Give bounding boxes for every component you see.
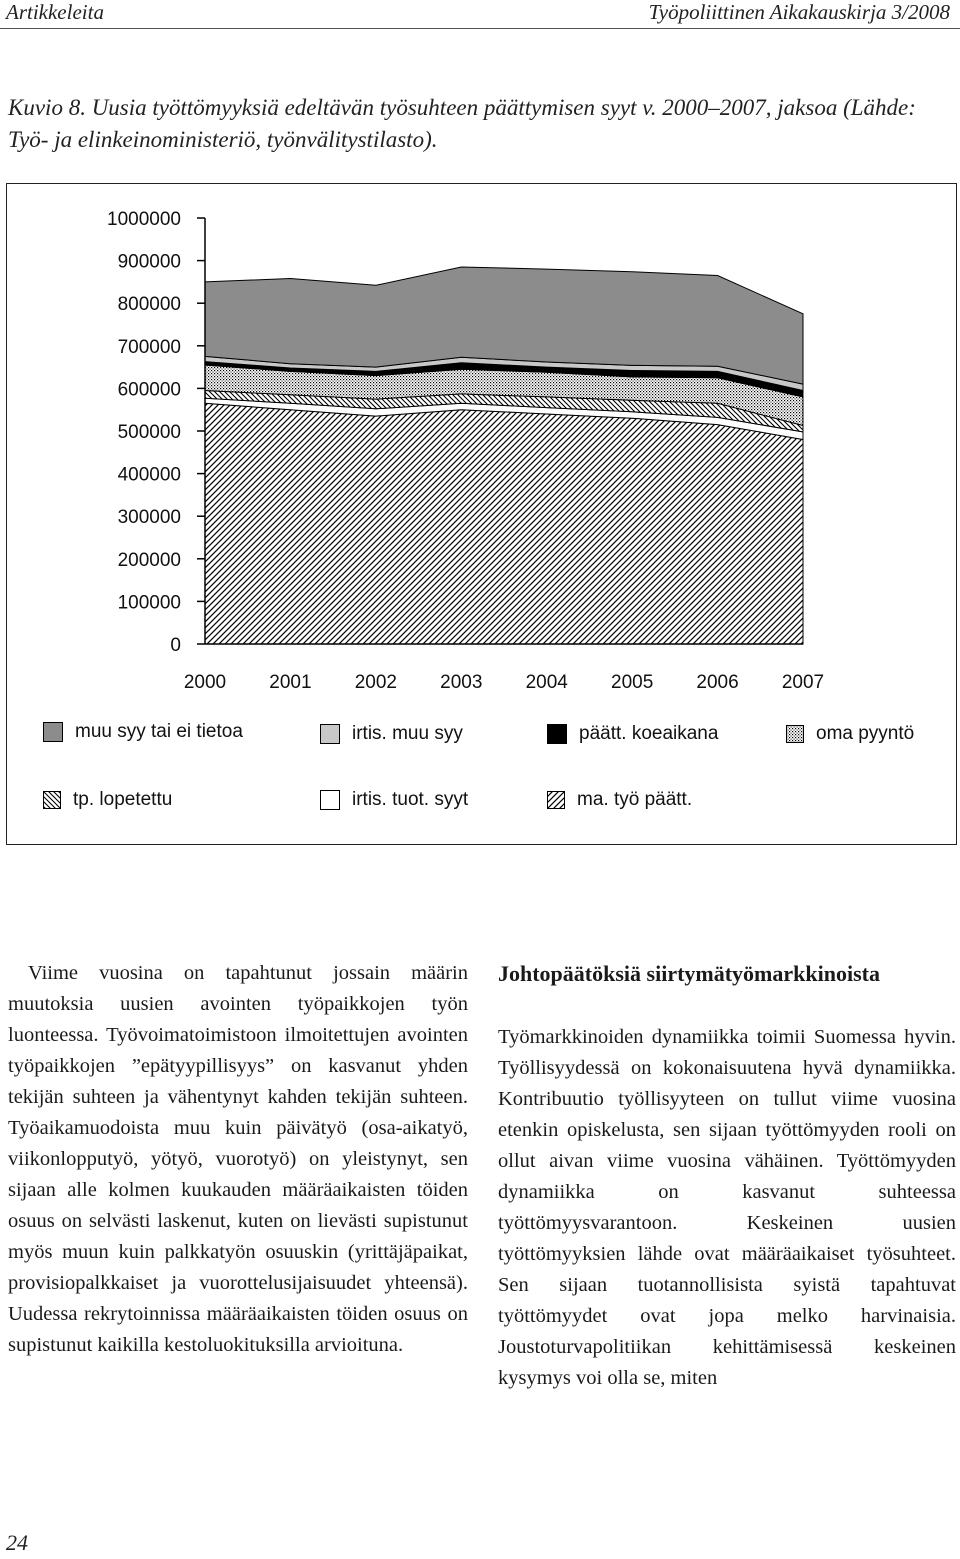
figure-caption: Kuvio 8. Uusia työttömyyksiä edeltävän työsuhteen päättymisen syyt v. 2000–2007, jaksoa (Lähde: Työ- ja elinkeinoministeriö, työnvälitystilasto).	[8, 95, 916, 152]
page-number: 24	[6, 1530, 28, 1555]
y-tick-label: 300000	[117, 507, 181, 529]
y-tick-label: 700000	[117, 336, 181, 358]
y-tick-label: 900000	[117, 251, 181, 273]
legend-item-tp-lopetettu	[43, 788, 172, 812]
legend-label: päätt. koeaikana	[579, 723, 719, 744]
x-tick-label: 2004	[525, 672, 568, 693]
x-tick-label: 2001	[269, 672, 312, 693]
legend-label: oma pyyntö	[816, 723, 915, 744]
legend-label: tp. lopetettu	[73, 789, 173, 810]
legend-swatch-diagonal-hatch	[547, 791, 565, 809]
legend-item-muu-syy	[43, 720, 243, 744]
legend-label: irtis. muu syy	[352, 723, 463, 744]
x-tick-label: 2007	[781, 672, 825, 693]
y-tick-label: 200000	[117, 549, 181, 571]
right-column	[498, 958, 956, 1394]
section-title: Artikkeleita	[6, 0, 104, 24]
x-tick-label: 2005	[611, 672, 654, 693]
legend-swatch-black	[547, 724, 567, 744]
legend-label: ma. työ päätt.	[577, 789, 693, 810]
area-ma-työ-päätt	[205, 403, 803, 644]
y-tick-label: 400000	[117, 464, 181, 486]
legend-item-paatt-koeaikana	[547, 722, 718, 746]
body-paragraph: Työmarkkinoiden dynamiikka toimii Suomessa hyvin. Työllisyydessä on kokonaisuutena hyvä dynamiikka. Kontribuutio työllisyyteen on tullut viime vuosina etenkin opiskelusta, sen sijaan työttömyyden rooli on ollut aivan viime vuosina vähäinen. Työttömyyden dynamiikka on kasvanut suhteessa työttömyysvarantoon. Keskeinen uusien työttömyyksien lähde ovat määräaikaiset työsuhteet. Sen sijaan tuotannollisista syistä tapahtuvat työttömyydet ovat jopa melko harvinaisia. Joustoturvapolitiikan kehittämisessä keskeinen kysymys voi olla se, miten	[498, 1026, 956, 1389]
left-column	[8, 958, 468, 1361]
body-paragraph: Viime vuosina on tapahtunut jossain määrin muutoksia uusien avointen työpaikkojen työn luonteessa. Työvoimatoimistoon ilmoitettujen avointen työpaikkojen ”epätyypillisyys” on kasvanut yhden tekijän suhteen ja vähentynyt kahden tekijän suhteen. Työaikamuodoista muu kuin päivätyö (osa-aikatyö, viikonlopputyö, yötyö, vuorotyö) on yleistynyt, sen sijaan alle kolmen kuukauden määräaikaisten töiden osuus on selvästi laskenut, kuten on lievästi supistunut myös muun kuin palkkatyön osuuskin (yrittäjäpaikat, provisiopalkkaiset ja vuorottelusijaisuudet yhteensä). Uudessa rekrytoinnissa määräaikaisten töiden osuus on supistunut kaikilla kestoluokituksilla arvioituna.	[8, 962, 468, 1356]
x-tick-label: 2000	[183, 672, 227, 693]
x-tick-label: 2002	[354, 672, 397, 693]
legend-label: muu syy tai ei tietoa	[75, 721, 243, 742]
y-tick-label: 0	[170, 635, 181, 656]
section-heading: Johtopäätöksiä siirtymätyömarkkinoista	[498, 961, 880, 986]
y-tick-label: 1000000	[107, 209, 181, 230]
legend-item-oma-pyynto	[786, 722, 914, 746]
header-rule	[0, 28, 960, 29]
legend-swatch-light-gray	[320, 724, 340, 744]
y-tick-label: 800000	[117, 294, 181, 316]
x-tick-label: 2006	[696, 672, 739, 693]
legend-item-ma-tyo-paatt	[547, 788, 692, 812]
figure-frame	[6, 183, 957, 845]
x-tick-label: 2003	[440, 672, 483, 693]
y-tick-label: 500000	[117, 422, 181, 443]
legend-swatch-dotted	[786, 725, 804, 743]
y-tick-label: 600000	[117, 379, 181, 401]
legend-label: irtis. tuot. syyt	[352, 789, 469, 810]
legend-swatch-reverse-hatch	[43, 791, 61, 809]
legend-item-irtis-muu-syy	[320, 722, 463, 746]
area-layers	[205, 267, 803, 644]
legend-swatch-dark-gray	[43, 722, 63, 742]
y-tick-label: 100000	[117, 592, 181, 614]
legend-item-irtis-tuot-syyt	[320, 788, 468, 812]
journal-title: Työpoliittinen Aikakauskirja 3/2008	[648, 0, 950, 24]
running-head	[0, 0, 960, 26]
legend-swatch-white	[320, 790, 340, 810]
